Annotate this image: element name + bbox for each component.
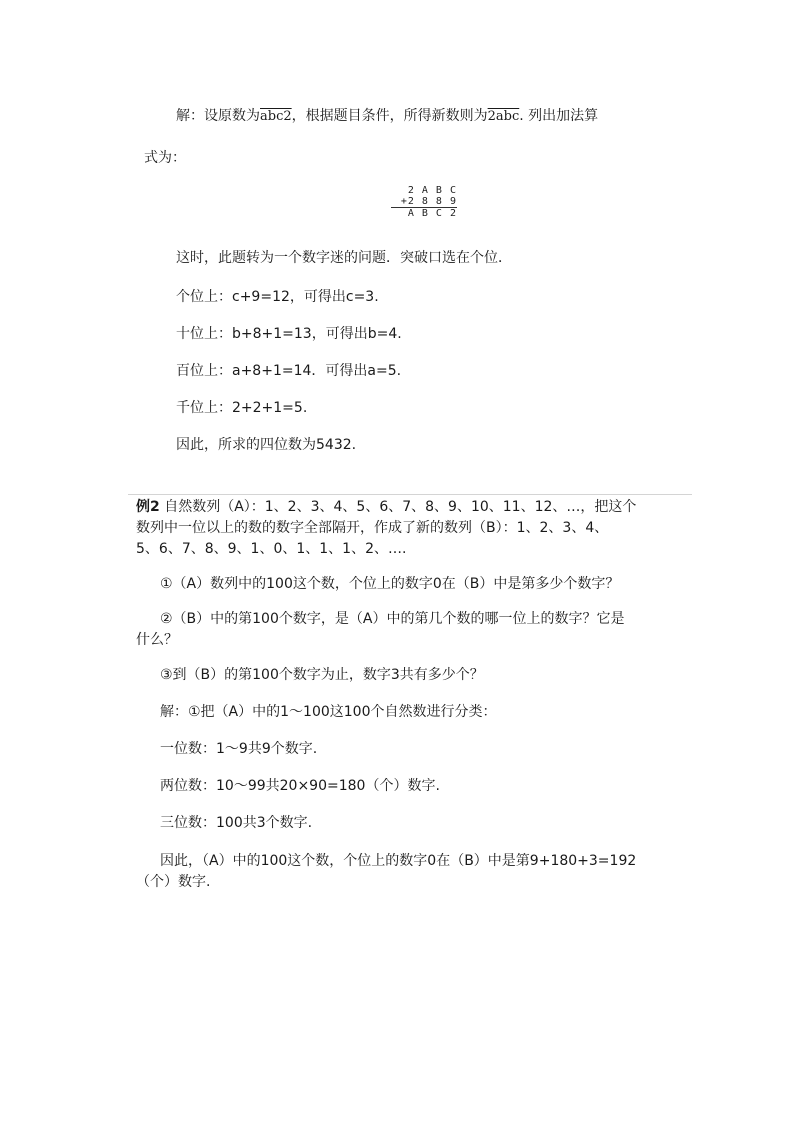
solution-2-line-5: 因此，（A）中的100这个数，个位上的数字0在（B）中是第9+180+3=192 <box>160 853 637 869</box>
text-line: 百位上：a+8+1=14．可得出a=5. <box>176 363 402 379</box>
vertical-addition <box>387 185 457 219</box>
solution-line-1 <box>176 107 598 126</box>
question-3: ③到（B）的第100个数字为止，数字3共有多少个？ <box>160 667 484 683</box>
new-number: 2abc <box>487 109 520 124</box>
example-intro-line-2: 数列中一位以上的数的数字全部隔开，作成了新的数列（B）：1、2、3、4、 <box>136 520 609 536</box>
question-2-line-2: 什么？ <box>136 632 178 648</box>
solution-2-line-6: （个）数字. <box>136 874 211 890</box>
example-intro-line-1 <box>136 498 636 516</box>
solution-line-2: 式为： <box>144 150 186 166</box>
question-2-line-1: ②（B）中的第100个数字，是（A）中的第几个数的哪一位上的数字？它是 <box>160 611 625 627</box>
example-intro: 自然数列（A）：1、2、3、4、5、6、7、8、9、10、11、12、…，把这个 <box>159 499 637 515</box>
solution-middle: ，根据题目条件，所得新数则为 <box>291 108 488 124</box>
addition-row-2: +2 8 8 9 <box>400 196 457 207</box>
section-divider <box>128 494 692 495</box>
original-number: abc2 <box>260 109 292 124</box>
addition-row-1: 2 A B C <box>407 185 457 196</box>
text-line: 十位上：b+8+1=13，可得出b=4. <box>176 326 402 342</box>
text-line: 千位上：2+2+1=5. <box>176 400 308 416</box>
text-line: 这时，此题转为一个数字迷的问题．突破口选在个位． <box>176 250 512 266</box>
text-line: 个位上：c+9=12，可得出c=3. <box>176 289 379 305</box>
solution-2-line-3: 两位数：10～99共20×90=180（个）数字. <box>160 778 440 794</box>
solution-2-line-2: 一位数：1～9共9个数字. <box>160 741 318 757</box>
text-line: 因此，所求的四位数为5432. <box>176 437 357 453</box>
example-intro-line-3: 5、6、7、8、9、1、0、1、1、1、2、…. <box>136 541 407 557</box>
question-1: ①（A）数列中的100这个数，个位上的数字0在（B）中是第多少个数字？ <box>160 576 620 592</box>
solution-2-line-1: 解：①把（A）中的1～100这100个自然数进行分类： <box>160 704 497 720</box>
solution-prefix: 解：设原数为 <box>176 108 260 124</box>
example-label: 例2 <box>136 499 160 515</box>
solution-suffix: . 列出加法算 <box>519 108 599 124</box>
addition-row-3: A B C 2 <box>407 208 457 219</box>
solution-2-line-4: 三位数：100共3个数字. <box>160 815 313 831</box>
